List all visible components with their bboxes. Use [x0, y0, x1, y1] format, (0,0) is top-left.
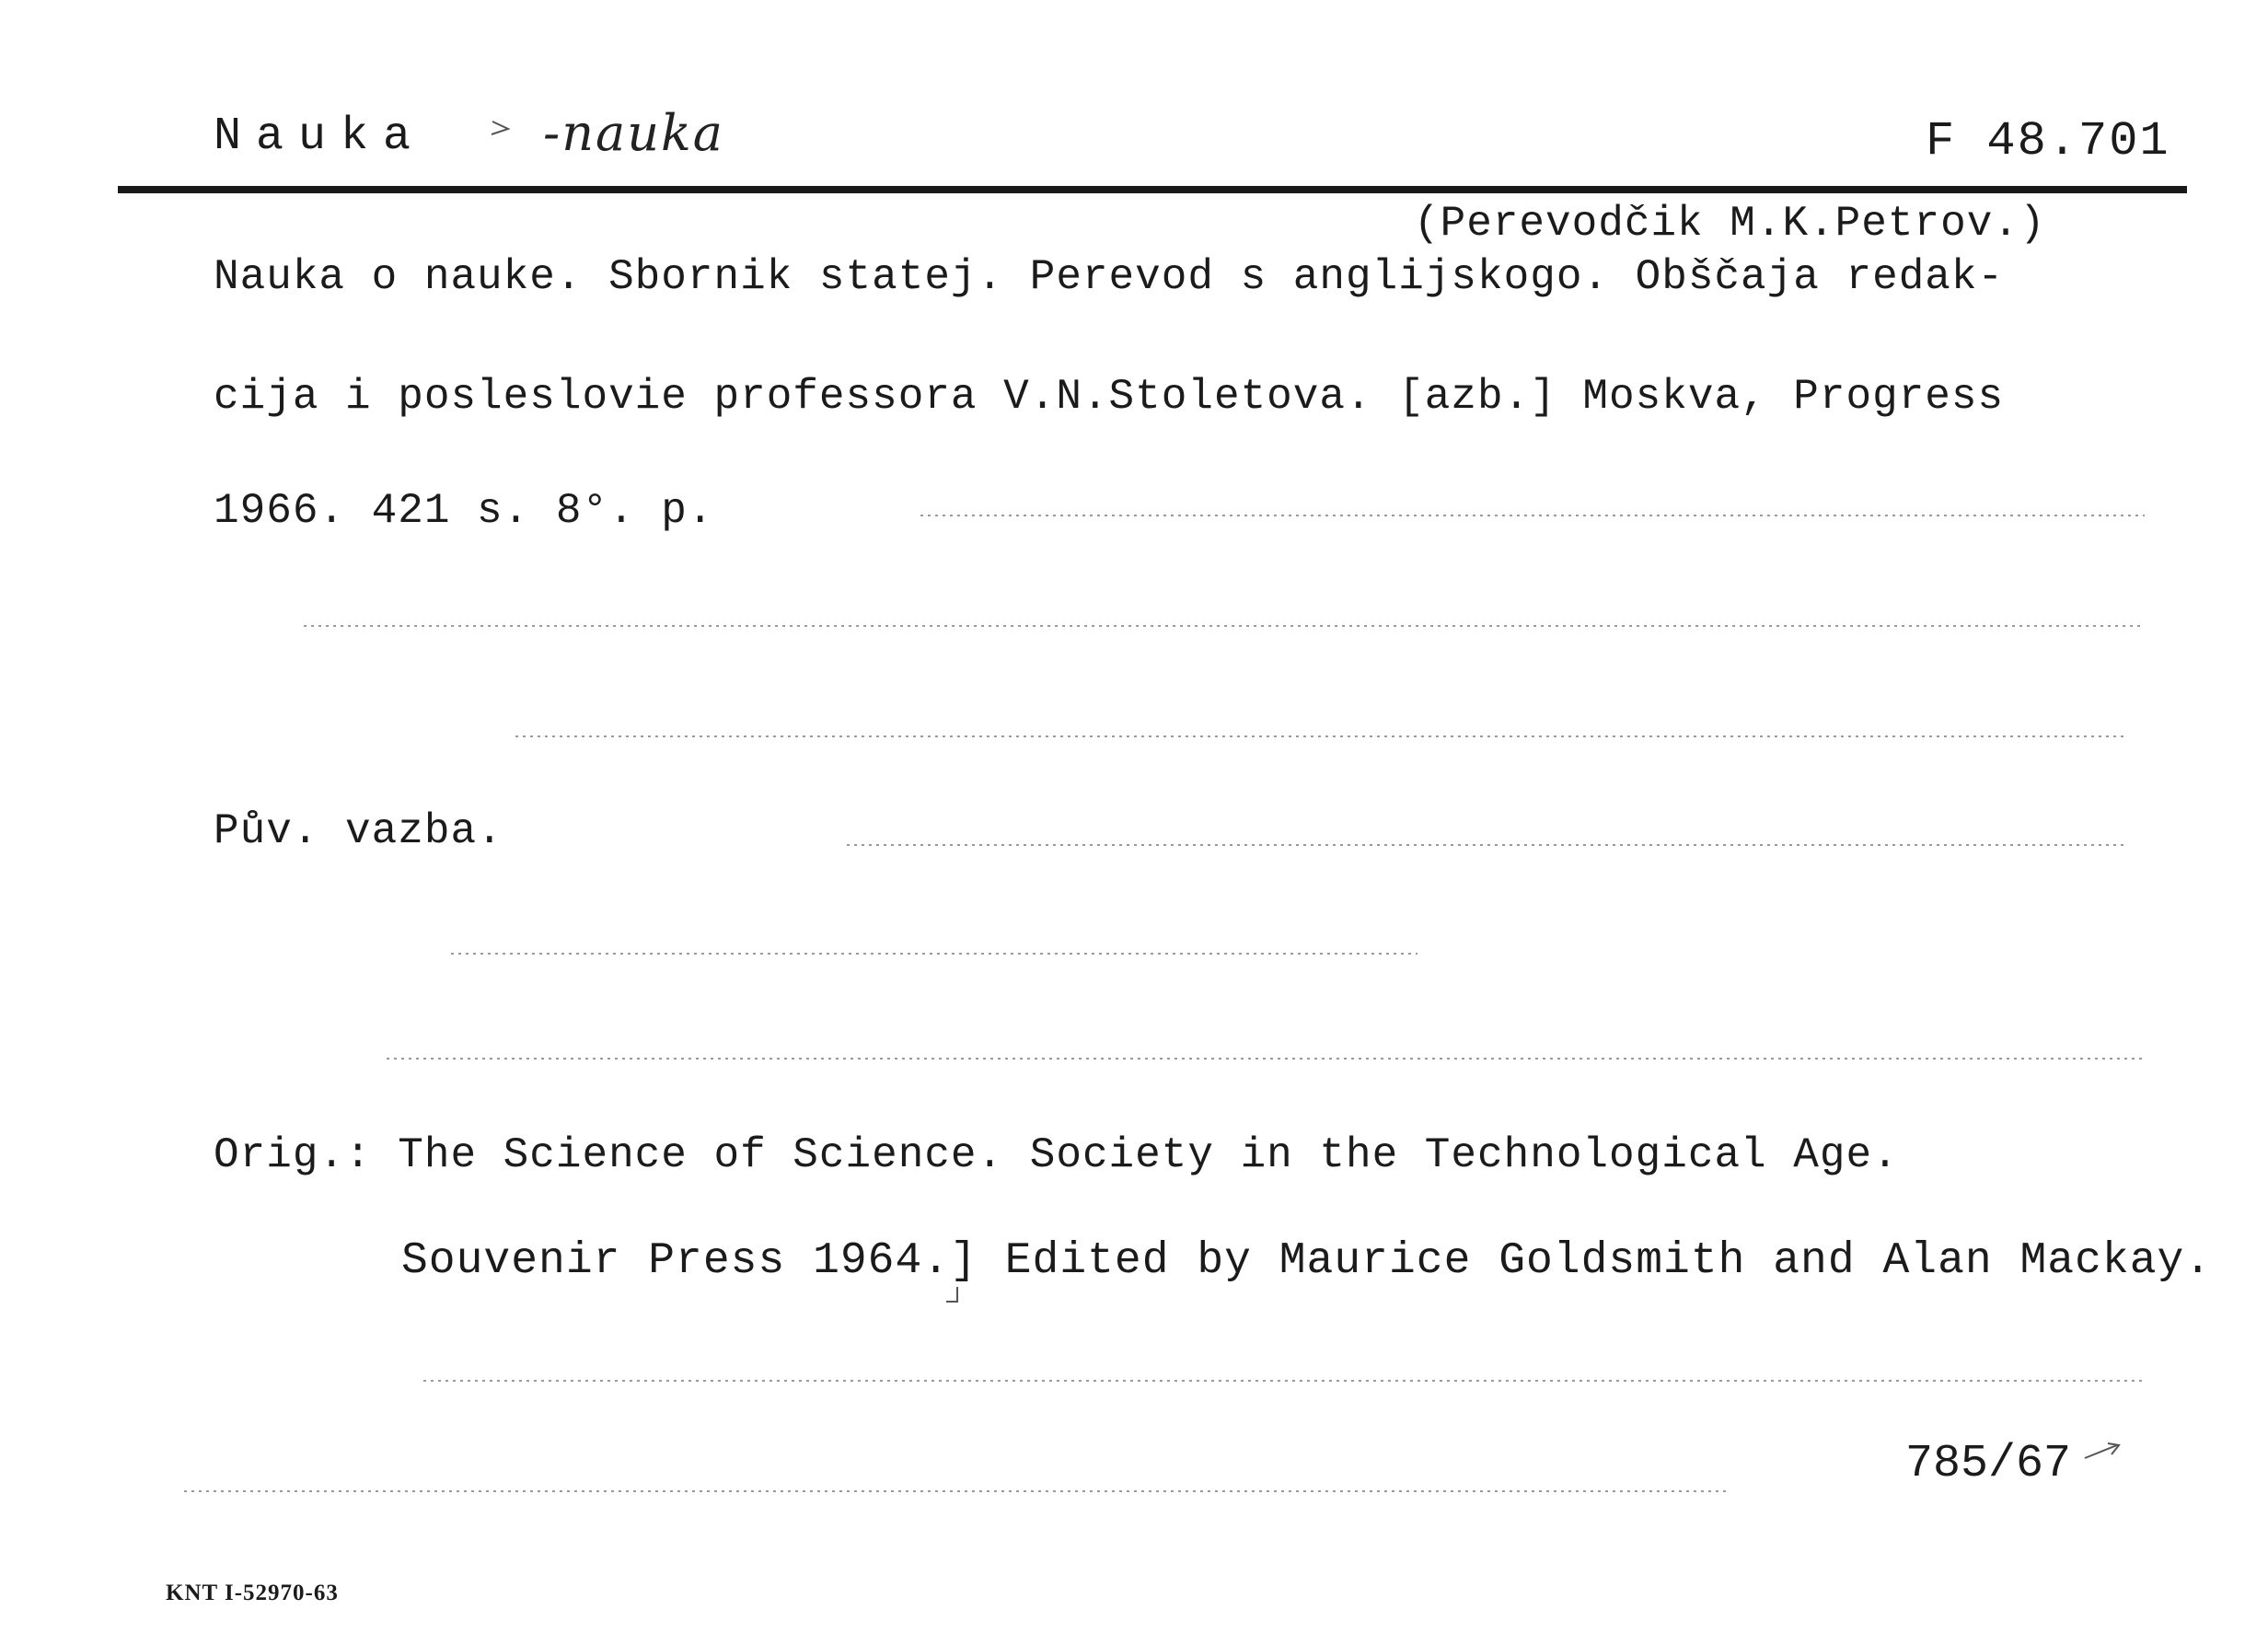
entry-line-2: cija i posleslovie professora V.N.Stoletova. [azb.] Moskva, Progress: [214, 373, 2005, 421]
call-number: F 48.701: [1926, 114, 2170, 168]
heading-rule: [118, 186, 2187, 193]
original-title-line: Orig.: The Science of Science. Society in the Technological Age.: [214, 1131, 1899, 1179]
entry-line-3: 1966. 421 s. 8°. p.: [214, 487, 714, 535]
card-heading: Nauka: [214, 110, 426, 163]
accession-number: 785/67: [1905, 1438, 2072, 1490]
handwritten-heading-note: -nauka: [543, 104, 724, 162]
original-publisher-line: Souvenir Press 1964.] Edited by Maurice Goldsmith and Alan Mackay.: [401, 1236, 2213, 1286]
binding-note: Pův. vazba.: [214, 807, 503, 855]
card-print-code: KNT I-52970-63: [166, 1581, 339, 1605]
entry-line-1: Nauka o nauke. Sbornik statej. Perevod s anglijskogo. Obščaja redak-: [214, 253, 2005, 301]
translator-note: (Perevodčik M.K.Petrov.): [1414, 200, 2046, 248]
